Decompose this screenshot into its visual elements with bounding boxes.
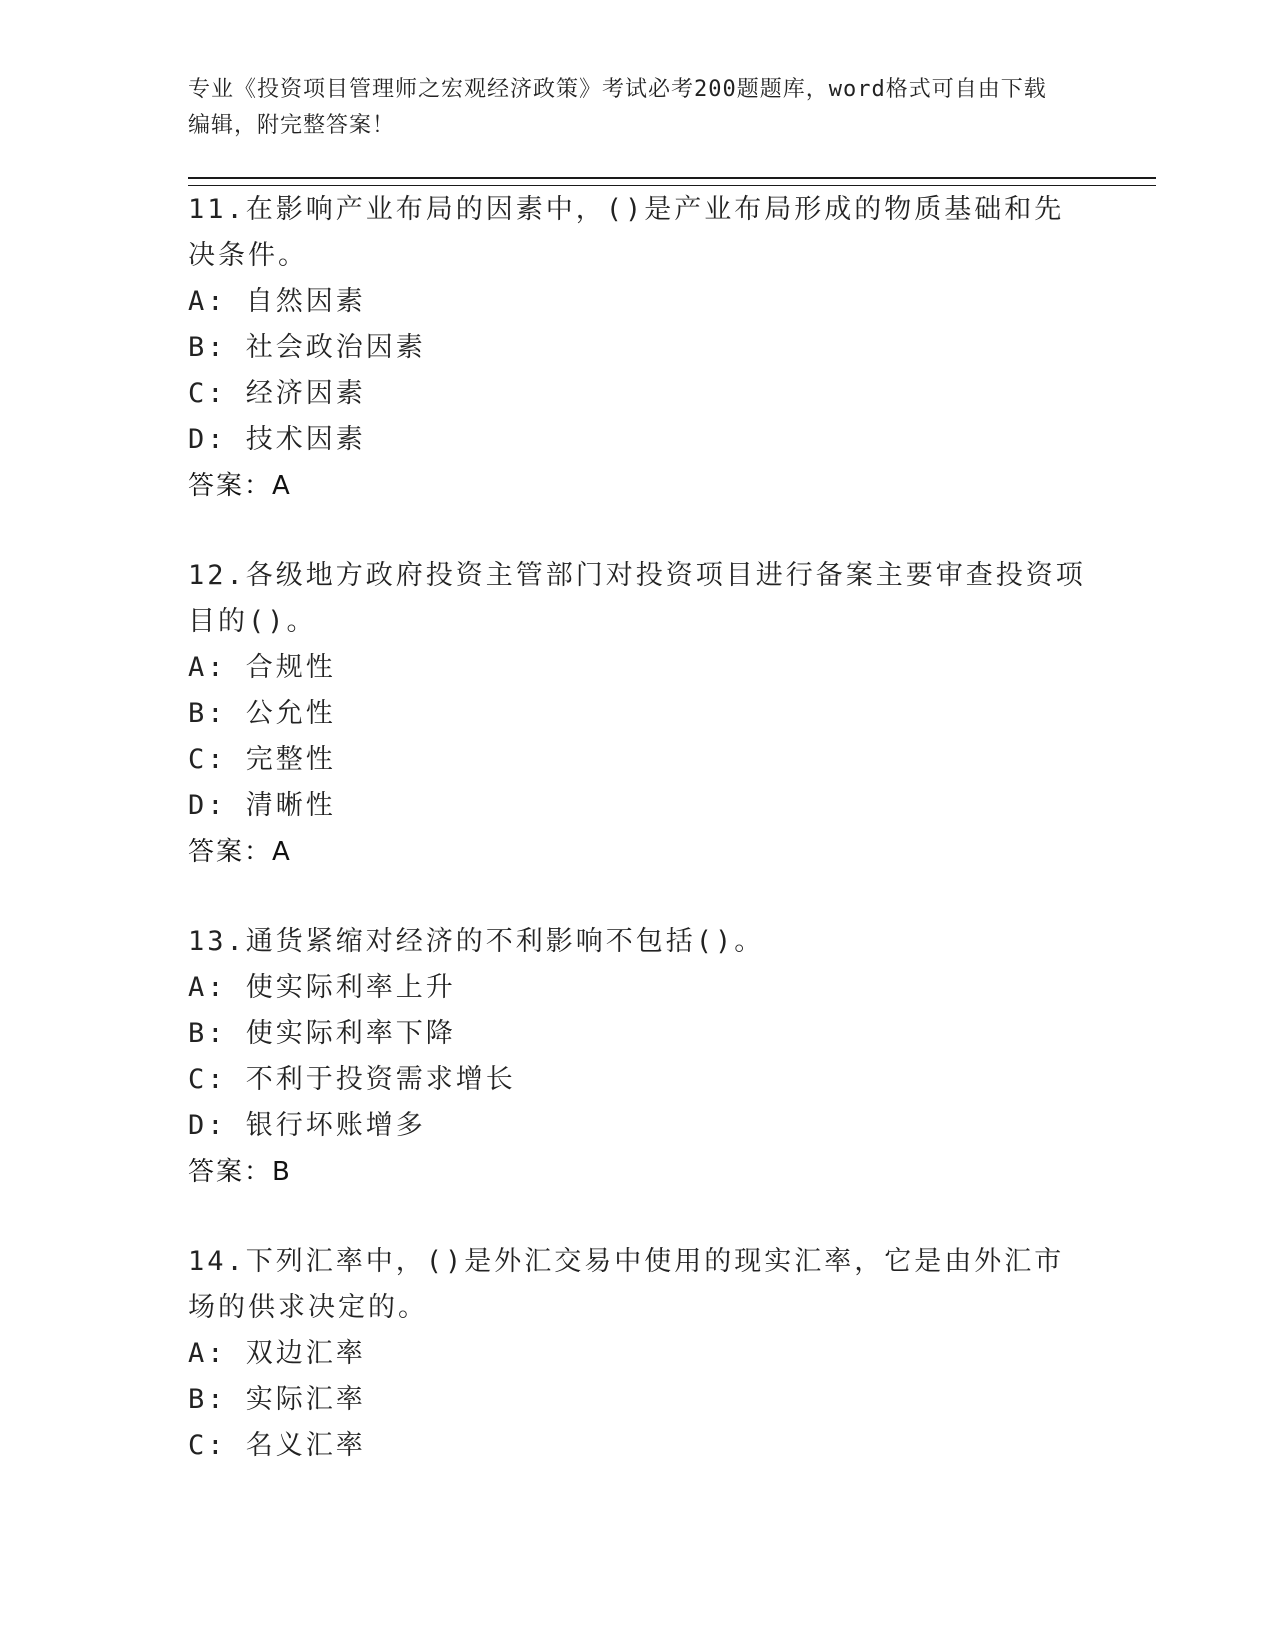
option-a: A: 合规性 (188, 652, 336, 683)
question-text: 11.在影响产业布局的因素中，()是产业布局形成的物质基础和先决条件。 (188, 194, 1065, 271)
option-a: A: 自然因素 (188, 286, 366, 317)
option-b: B: 实际汇率 (188, 1384, 366, 1415)
question-block (188, 919, 1088, 1195)
question-text: 14.下列汇率中，()是外汇交易中使用的现实汇率，它是由外汇市场的供求决定的。 (188, 1246, 1065, 1323)
option-c: C: 完整性 (188, 744, 336, 775)
option-a: A: 双边汇率 (188, 1338, 366, 1369)
option-c: C: 不利于投资需求增长 (188, 1064, 516, 1095)
option-b: B: 使实际利率下降 (188, 1018, 456, 1049)
option-a: A: 使实际利率上升 (188, 972, 456, 1003)
option-c: C: 经济因素 (188, 378, 366, 409)
question-block (188, 553, 1088, 875)
option-b: B: 社会政治因素 (188, 332, 426, 363)
option-c: C: 名义汇率 (188, 1430, 366, 1461)
answer-line: 答案：A (188, 837, 292, 867)
question-block (188, 187, 1088, 509)
question-text: 13.通货紧缩对经济的不利影响不包括()。 (188, 926, 765, 957)
option-d: D: 技术因素 (188, 424, 366, 455)
answer-line: 答案：A (188, 471, 292, 501)
question-block (188, 1239, 1088, 1469)
answer-line: 答案：B (188, 1157, 292, 1187)
header-divider (188, 177, 1156, 186)
option-d: D: 银行坏账增多 (188, 1110, 426, 1141)
option-d: D: 清晰性 (188, 790, 336, 821)
document-header: 专业《投资项目管理师之宏观经济政策》考试必考200题题库，word格式可自由下载编辑，附完整答案！ (188, 77, 1047, 138)
option-b: B: 公允性 (188, 698, 336, 729)
question-text: 12.各级地方政府投资主管部门对投资项目进行备案主要审查投资项目的()。 (188, 560, 1086, 637)
